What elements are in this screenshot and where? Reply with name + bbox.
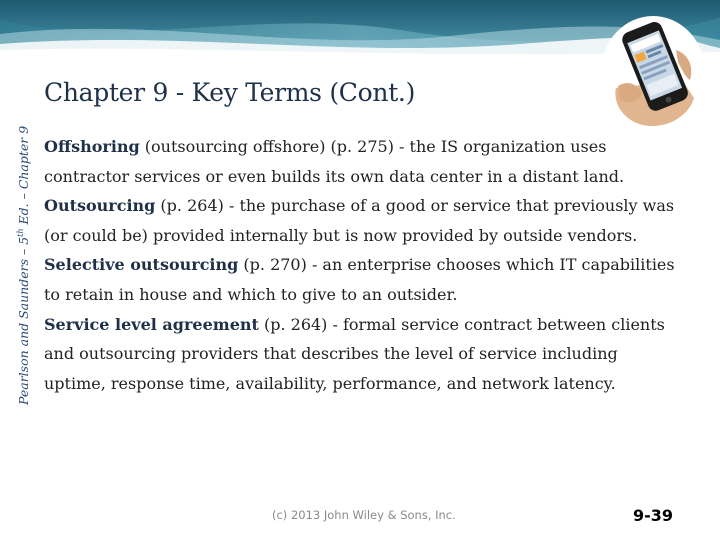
term-name: Selective outsourcing (44, 255, 239, 275)
term-definition: (p. 264) - the purchase of a good or service that previously was (or could be) provided internally but is now provided by outside vendors. (44, 196, 675, 245)
term-outsourcing (44, 191, 684, 250)
smartphone-image (598, 10, 708, 130)
key-terms-list (44, 132, 684, 398)
sidebar-superscript: th (16, 228, 25, 237)
term-selective-outsourcing (44, 250, 684, 309)
slide-title: Chapter 9 - Key Terms (Cont.) (44, 78, 416, 107)
term-name: Offshoring (44, 137, 140, 156)
term-service-level-agreement (44, 310, 684, 399)
sidebar-text (16, 126, 31, 405)
copyright-footer: (c) 2013 John Wiley & Sons, Inc. (272, 508, 456, 522)
term-definition: (outsourcing offshore) (p. 275) - the IS organization uses contractor services or even builds its own data center in a distant land. (44, 137, 625, 186)
smartphone-in-hand-icon (598, 10, 708, 130)
sidebar-suffix: Ed. – Chapter 9 (16, 125, 32, 229)
page-number: 9-39 (633, 506, 674, 525)
sidebar-caption (4, 125, 32, 405)
term-name: Outsourcing (44, 196, 156, 216)
sidebar-prefix: Pearlson and Saunders – 5 (16, 236, 32, 405)
term-definition: (p. 264) - formal service contract between clients and outsourcing providers that describes the level of service including uptime, response time, availability, performance, and network latency. (44, 314, 665, 393)
term-offshoring (44, 132, 684, 191)
term-name: Service level agreement (44, 314, 259, 334)
term-definition: (p. 270) - an enterprise chooses which IT capabilities to retain in house and which to give to an outsider. (44, 255, 675, 304)
